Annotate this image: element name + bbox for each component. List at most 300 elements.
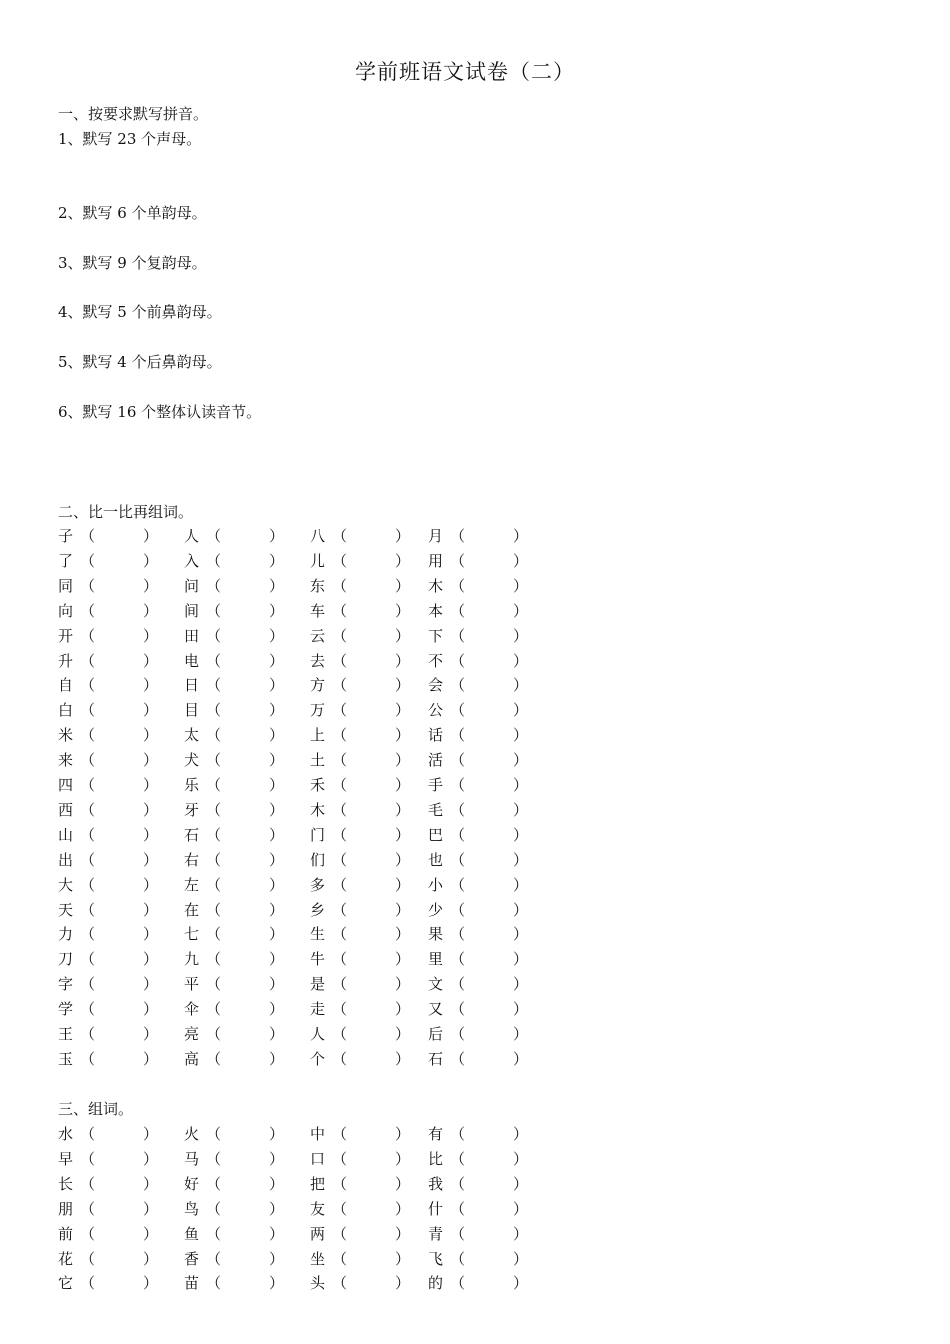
answer-paren-open[interactable]: （: [450, 726, 466, 745]
answer-paren-close: ）: [513, 751, 529, 770]
answer-paren-open[interactable]: （: [450, 527, 466, 545]
answer-paren-close: ）: [143, 975, 159, 994]
answer-paren-open[interactable]: （: [332, 1249, 348, 1268]
character: 比: [428, 1149, 444, 1168]
answer-paren-open[interactable]: （: [206, 701, 222, 720]
answer-paren-open[interactable]: （: [450, 751, 466, 770]
answer-paren-open[interactable]: （: [80, 1274, 96, 1293]
answer-paren-close: ）: [513, 850, 529, 869]
answer-paren-open[interactable]: （: [332, 651, 348, 670]
answer-paren-open[interactable]: （: [80, 1249, 96, 1268]
answer-paren-open[interactable]: （: [332, 825, 348, 844]
character: 力: [58, 925, 74, 944]
answer-paren-close: ）: [395, 1174, 411, 1193]
answer-paren-open[interactable]: （: [450, 1149, 466, 1168]
answer-paren-open[interactable]: （: [206, 925, 222, 944]
answer-paren-open[interactable]: （: [206, 1125, 222, 1143]
character: 子: [58, 527, 74, 545]
character: 入: [184, 551, 200, 570]
answer-paren-open[interactable]: （: [450, 1199, 466, 1218]
answer-paren-open[interactable]: （: [206, 825, 222, 844]
instruction-item: 4、默写 5 个前鼻韵母。: [58, 303, 222, 321]
answer-paren-open[interactable]: （: [80, 850, 96, 869]
character: 果: [428, 925, 444, 944]
character: 万: [310, 701, 326, 720]
character: 的: [428, 1274, 444, 1293]
answer-paren-close: ）: [143, 1049, 159, 1068]
answer-paren-open[interactable]: （: [332, 1049, 348, 1068]
answer-paren-open[interactable]: （: [206, 875, 222, 894]
character: 什: [428, 1199, 444, 1218]
answer-paren-open[interactable]: （: [80, 601, 96, 620]
answer-paren-open[interactable]: （: [206, 1049, 222, 1068]
character: 向: [58, 601, 74, 620]
answer-paren-open[interactable]: （: [332, 1149, 348, 1168]
character: 友: [310, 1199, 326, 1218]
answer-paren-close: ）: [143, 1224, 159, 1243]
answer-paren-open[interactable]: （: [80, 726, 96, 745]
answer-paren-open[interactable]: （: [332, 1000, 348, 1019]
character: 学: [58, 1000, 74, 1019]
answer-paren-open[interactable]: （: [332, 551, 348, 570]
answer-paren-close: ）: [143, 900, 159, 919]
answer-paren-close: ）: [143, 701, 159, 720]
answer-paren-open[interactable]: （: [80, 751, 96, 770]
answer-paren-close: ）: [143, 1000, 159, 1019]
answer-paren-open[interactable]: （: [450, 950, 466, 969]
answer-paren-close: ）: [269, 1249, 285, 1268]
answer-paren-open[interactable]: （: [332, 601, 348, 620]
character: 里: [428, 950, 444, 969]
character: 问: [184, 576, 200, 595]
answer-paren-open[interactable]: （: [80, 626, 96, 645]
answer-paren-close: ）: [513, 1199, 529, 1218]
character: 伞: [184, 1000, 200, 1019]
character: 左: [184, 875, 200, 894]
answer-paren-open[interactable]: （: [332, 1174, 348, 1193]
character: 把: [310, 1174, 326, 1193]
answer-paren-close: ）: [269, 551, 285, 570]
answer-paren-close: ）: [143, 1199, 159, 1218]
answer-paren-open[interactable]: （: [80, 825, 96, 844]
character: 大: [58, 875, 74, 894]
answer-paren-close: ）: [513, 900, 529, 919]
answer-paren-open[interactable]: （: [450, 651, 466, 670]
character: 白: [58, 701, 74, 720]
answer-paren-close: ）: [513, 950, 529, 969]
answer-paren-close: ）: [513, 651, 529, 670]
answer-paren-open[interactable]: （: [206, 800, 222, 819]
answer-paren-open[interactable]: （: [80, 1224, 96, 1243]
answer-paren-close: ）: [143, 601, 159, 620]
character: 早: [58, 1149, 74, 1168]
answer-paren-open[interactable]: （: [450, 626, 466, 645]
answer-paren-open[interactable]: （: [332, 850, 348, 869]
answer-paren-close: ）: [395, 726, 411, 745]
answer-paren-open[interactable]: （: [206, 676, 222, 695]
character: 花: [58, 1249, 74, 1268]
answer-paren-close: ）: [269, 726, 285, 745]
answer-paren-close: ）: [513, 776, 529, 794]
answer-paren-close: ）: [395, 676, 411, 695]
answer-paren-close: ）: [143, 626, 159, 645]
answer-paren-close: ）: [513, 1025, 529, 1043]
answer-paren-open[interactable]: （: [450, 776, 466, 794]
answer-paren-close: ）: [513, 1224, 529, 1243]
character: 用: [428, 551, 444, 570]
answer-paren-close: ）: [395, 1025, 411, 1043]
answer-paren-close: ）: [143, 925, 159, 944]
answer-paren-open[interactable]: （: [332, 527, 348, 545]
page-title: 学前班语文试卷（二）: [355, 60, 575, 84]
answer-paren-close: ）: [395, 651, 411, 670]
answer-paren-close: ）: [395, 875, 411, 894]
answer-paren-open[interactable]: （: [332, 626, 348, 645]
character: 个: [310, 1049, 326, 1068]
answer-paren-open[interactable]: （: [206, 776, 222, 794]
answer-paren-open[interactable]: （: [332, 1199, 348, 1218]
character: 云: [310, 626, 326, 645]
answer-paren-open[interactable]: （: [206, 527, 222, 545]
answer-paren-close: ）: [513, 925, 529, 944]
answer-paren-close: ）: [395, 751, 411, 770]
answer-paren-open[interactable]: （: [450, 875, 466, 894]
answer-paren-open[interactable]: （: [450, 800, 466, 819]
character: 下: [428, 626, 444, 645]
answer-paren-open[interactable]: （: [450, 1249, 466, 1268]
answer-paren-close: ）: [395, 527, 411, 545]
character: 田: [184, 626, 200, 645]
answer-paren-open[interactable]: （: [80, 651, 96, 670]
answer-paren-close: ）: [269, 651, 285, 670]
answer-paren-close: ）: [143, 776, 159, 794]
character: 玉: [58, 1049, 74, 1068]
character: 香: [184, 1249, 200, 1268]
character: 火: [184, 1125, 200, 1143]
answer-paren-close: ）: [513, 1125, 529, 1143]
answer-paren-close: ）: [269, 601, 285, 620]
character: 生: [310, 925, 326, 944]
answer-paren-open[interactable]: （: [80, 900, 96, 919]
answer-paren-open[interactable]: （: [450, 1000, 466, 1019]
answer-paren-open[interactable]: （: [80, 527, 96, 545]
answer-paren-open[interactable]: （: [206, 900, 222, 919]
character: 出: [58, 850, 74, 869]
answer-paren-open[interactable]: （: [332, 776, 348, 794]
answer-paren-close: ）: [143, 1125, 159, 1143]
answer-paren-open[interactable]: （: [206, 1224, 222, 1243]
answer-paren-open[interactable]: （: [332, 726, 348, 745]
answer-paren-open[interactable]: （: [450, 1025, 466, 1043]
answer-paren-close: ）: [269, 1025, 285, 1043]
character: 少: [428, 900, 444, 919]
answer-paren-open[interactable]: （: [450, 551, 466, 570]
character: 不: [428, 651, 444, 670]
section2-heading: 二、比一比再组词。: [58, 503, 194, 521]
answer-paren-close: ）: [513, 676, 529, 695]
answer-paren-close: ）: [395, 1125, 411, 1143]
character: 长: [58, 1174, 74, 1193]
character: 日: [184, 676, 200, 695]
answer-paren-open[interactable]: （: [332, 900, 348, 919]
answer-paren-close: ）: [269, 1199, 285, 1218]
answer-paren-open[interactable]: （: [206, 576, 222, 595]
character: 乡: [310, 900, 326, 919]
answer-paren-close: ）: [143, 1149, 159, 1168]
answer-paren-close: ）: [395, 925, 411, 944]
character: 自: [58, 676, 74, 695]
character: 目: [184, 701, 200, 720]
answer-paren-open[interactable]: （: [206, 1025, 222, 1043]
answer-paren-open[interactable]: （: [450, 1125, 466, 1143]
answer-paren-close: ）: [143, 576, 159, 595]
character: 方: [310, 676, 326, 695]
answer-paren-close: ）: [269, 1149, 285, 1168]
answer-paren-close: ）: [395, 701, 411, 720]
answer-paren-open[interactable]: （: [450, 701, 466, 720]
character: 右: [184, 850, 200, 869]
answer-paren-open[interactable]: （: [450, 1174, 466, 1193]
answer-paren-close: ）: [269, 975, 285, 994]
answer-paren-close: ）: [513, 626, 529, 645]
character: 开: [58, 626, 74, 645]
instruction-item: 6、默写 16 个整体认读音节。: [58, 403, 262, 421]
answer-paren-open[interactable]: （: [80, 1000, 96, 1019]
answer-paren-open[interactable]: （: [206, 950, 222, 969]
character: 会: [428, 676, 444, 695]
answer-paren-open[interactable]: （: [206, 1149, 222, 1168]
character: 石: [184, 825, 200, 844]
character: 东: [310, 576, 326, 595]
answer-paren-open[interactable]: （: [206, 601, 222, 620]
character: 米: [58, 726, 74, 745]
answer-paren-open[interactable]: （: [206, 751, 222, 770]
character: 活: [428, 751, 444, 770]
answer-paren-close: ）: [143, 800, 159, 819]
character: 我: [428, 1174, 444, 1193]
answer-paren-open[interactable]: （: [332, 576, 348, 595]
answer-paren-open[interactable]: （: [332, 800, 348, 819]
character: 木: [310, 800, 326, 819]
answer-paren-open[interactable]: （: [80, 676, 96, 695]
answer-paren-close: ）: [395, 626, 411, 645]
answer-paren-close: ）: [395, 825, 411, 844]
character: 门: [310, 825, 326, 844]
answer-paren-close: ）: [269, 800, 285, 819]
character: 坐: [310, 1249, 326, 1268]
instruction-item: 3、默写 9 个复韵母。: [58, 254, 207, 272]
answer-paren-close: ）: [513, 527, 529, 545]
answer-paren-open[interactable]: （: [206, 1199, 222, 1218]
answer-paren-open[interactable]: （: [206, 1249, 222, 1268]
answer-paren-close: ）: [269, 701, 285, 720]
answer-paren-open[interactable]: （: [450, 925, 466, 944]
answer-paren-open[interactable]: （: [450, 601, 466, 620]
answer-paren-open[interactable]: （: [206, 975, 222, 994]
character: 苗: [184, 1274, 200, 1293]
answer-paren-open[interactable]: （: [450, 900, 466, 919]
answer-paren-close: ）: [395, 551, 411, 570]
answer-paren-close: ）: [395, 1149, 411, 1168]
answer-paren-close: ）: [143, 726, 159, 745]
character: 儿: [310, 551, 326, 570]
character: 多: [310, 875, 326, 894]
character: 高: [184, 1049, 200, 1068]
answer-paren-open[interactable]: （: [80, 576, 96, 595]
answer-paren-open[interactable]: （: [206, 850, 222, 869]
character: 人: [184, 527, 200, 545]
answer-paren-close: ）: [269, 1125, 285, 1143]
answer-paren-open[interactable]: （: [450, 850, 466, 869]
character: 平: [184, 975, 200, 994]
answer-paren-open[interactable]: （: [332, 975, 348, 994]
answer-paren-open[interactable]: （: [206, 1174, 222, 1193]
character: 它: [58, 1274, 74, 1293]
character: 电: [184, 651, 200, 670]
answer-paren-open[interactable]: （: [206, 626, 222, 645]
character: 西: [58, 800, 74, 819]
answer-paren-close: ）: [269, 527, 285, 545]
character: 中: [310, 1125, 326, 1143]
character: 车: [310, 601, 326, 620]
character: 是: [310, 975, 326, 994]
answer-paren-close: ）: [395, 1224, 411, 1243]
answer-paren-close: ）: [513, 1249, 529, 1268]
character: 上: [310, 726, 326, 745]
character: 巴: [428, 825, 444, 844]
answer-paren-open[interactable]: （: [206, 726, 222, 745]
answer-paren-open[interactable]: （: [80, 800, 96, 819]
answer-paren-close: ）: [269, 776, 285, 794]
answer-paren-open[interactable]: （: [80, 1125, 96, 1143]
answer-paren-close: ）: [269, 626, 285, 645]
answer-paren-close: ）: [269, 925, 285, 944]
answer-paren-close: ）: [269, 1049, 285, 1068]
answer-paren-close: ）: [513, 975, 529, 994]
answer-paren-close: ）: [143, 850, 159, 869]
answer-paren-open[interactable]: （: [80, 1025, 96, 1043]
character: 飞: [428, 1249, 444, 1268]
answer-paren-open[interactable]: （: [80, 776, 96, 794]
answer-paren-close: ）: [143, 950, 159, 969]
answer-paren-open[interactable]: （: [332, 676, 348, 695]
character: 间: [184, 601, 200, 620]
answer-paren-open[interactable]: （: [332, 1274, 348, 1293]
answer-paren-open[interactable]: （: [80, 925, 96, 944]
character: 七: [184, 925, 200, 944]
character: 犬: [184, 751, 200, 770]
answer-paren-close: ）: [143, 1274, 159, 1293]
answer-paren-close: ）: [395, 900, 411, 919]
answer-paren-open[interactable]: （: [450, 1224, 466, 1243]
answer-paren-open[interactable]: （: [332, 875, 348, 894]
character: 人: [310, 1025, 326, 1043]
character: 字: [58, 975, 74, 994]
answer-paren-open[interactable]: （: [206, 551, 222, 570]
answer-paren-close: ）: [143, 651, 159, 670]
answer-paren-open[interactable]: （: [332, 1224, 348, 1243]
character: 牙: [184, 800, 200, 819]
answer-paren-open[interactable]: （: [80, 701, 96, 720]
character: 公: [428, 701, 444, 720]
answer-paren-close: ）: [269, 1274, 285, 1293]
answer-paren-open[interactable]: （: [206, 1000, 222, 1019]
answer-paren-close: ）: [513, 1049, 529, 1068]
answer-paren-open[interactable]: （: [80, 1149, 96, 1168]
character: 乐: [184, 776, 200, 794]
answer-paren-close: ）: [143, 1249, 159, 1268]
answer-paren-open[interactable]: （: [450, 576, 466, 595]
character: 也: [428, 850, 444, 869]
character: 青: [428, 1224, 444, 1243]
answer-paren-close: ）: [143, 527, 159, 545]
answer-paren-close: ）: [143, 1174, 159, 1193]
answer-paren-open[interactable]: （: [206, 1274, 222, 1293]
answer-paren-open[interactable]: （: [450, 1274, 466, 1293]
answer-paren-close: ）: [513, 1274, 529, 1293]
answer-paren-open[interactable]: （: [450, 676, 466, 695]
character: 在: [184, 900, 200, 919]
answer-paren-open[interactable]: （: [80, 975, 96, 994]
answer-paren-open[interactable]: （: [80, 950, 96, 969]
answer-paren-close: ）: [513, 701, 529, 720]
answer-paren-close: ）: [513, 825, 529, 844]
answer-paren-open[interactable]: （: [80, 1199, 96, 1218]
answer-paren-close: ）: [513, 576, 529, 595]
answer-paren-open[interactable]: （: [332, 950, 348, 969]
answer-paren-close: ）: [395, 1274, 411, 1293]
character: 两: [310, 1224, 326, 1243]
section3-heading: 三、组词。: [58, 1100, 134, 1118]
character: 天: [58, 900, 74, 919]
answer-paren-open[interactable]: （: [332, 751, 348, 770]
character: 本: [428, 601, 444, 620]
answer-paren-close: ）: [269, 576, 285, 595]
character: 同: [58, 576, 74, 595]
character: 马: [184, 1149, 200, 1168]
answer-paren-close: ）: [513, 800, 529, 819]
character: 头: [310, 1274, 326, 1293]
answer-paren-open[interactable]: （: [332, 1025, 348, 1043]
answer-paren-open[interactable]: （: [450, 1049, 466, 1068]
answer-paren-open[interactable]: （: [80, 551, 96, 570]
answer-paren-close: ）: [269, 1174, 285, 1193]
character: 鸟: [184, 1199, 200, 1218]
instruction-item: 1、默写 23 个声母。: [58, 130, 202, 148]
answer-paren-open[interactable]: （: [80, 1174, 96, 1193]
answer-paren-open[interactable]: （: [80, 1049, 96, 1068]
answer-paren-open[interactable]: （: [332, 925, 348, 944]
answer-paren-open[interactable]: （: [450, 825, 466, 844]
answer-paren-open[interactable]: （: [450, 975, 466, 994]
answer-paren-close: ）: [269, 900, 285, 919]
answer-paren-close: ）: [269, 875, 285, 894]
character: 王: [58, 1025, 74, 1043]
character: 话: [428, 726, 444, 745]
answer-paren-close: ）: [513, 551, 529, 570]
answer-paren-open[interactable]: （: [206, 651, 222, 670]
answer-paren-close: ）: [513, 726, 529, 745]
character: 口: [310, 1149, 326, 1168]
answer-paren-close: ）: [513, 601, 529, 620]
character: 山: [58, 825, 74, 844]
answer-paren-open[interactable]: （: [332, 701, 348, 720]
answer-paren-close: ）: [513, 1149, 529, 1168]
answer-paren-open[interactable]: （: [80, 875, 96, 894]
answer-paren-close: ）: [395, 950, 411, 969]
answer-paren-open[interactable]: （: [332, 1125, 348, 1143]
character: 毛: [428, 800, 444, 819]
